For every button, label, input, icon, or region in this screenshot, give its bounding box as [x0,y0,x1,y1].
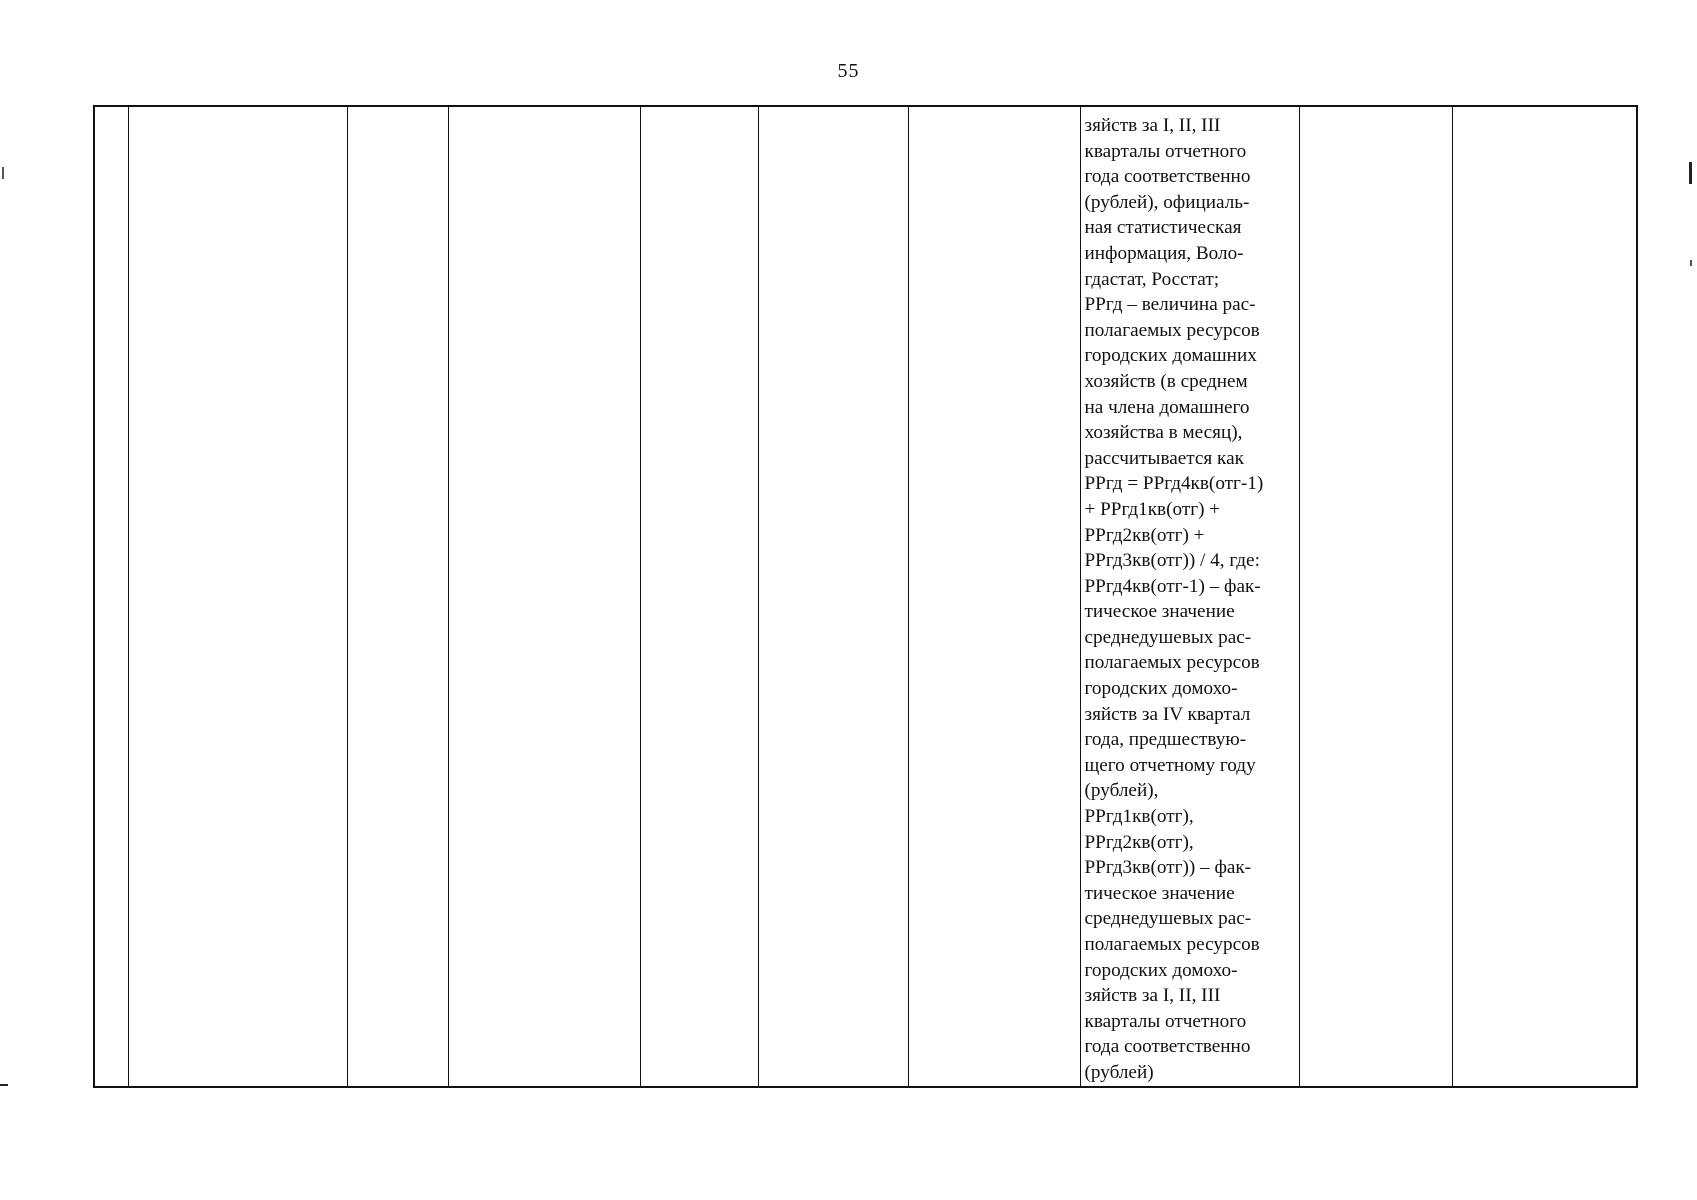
table-cell-col-10 [1452,106,1637,1087]
page-number: 55 [837,60,860,82]
table-row [94,106,1637,1087]
table-cell-col-7 [908,106,1080,1087]
scan-mark-right-small [1690,260,1692,266]
document-table [93,105,1638,1088]
table-cell-col-9 [1299,106,1452,1087]
table-cell-col-3 [347,106,448,1087]
table-cell-description: зяйств за I, II, III кварталы отчетного года соответственно (рублей), официаль- ная статистическая информация, Воло- гдастат, Росстат; РРгд – величина рас- полагаемых ресурсов городских домашних хозяйств (в среднем на члена домашнего хозяйства в месяц), рассчитывается как РРгд = РРгд4кв(отг-1) + РРгд1кв(отг) + РРгд2кв(отг) + РРгд3кв(отг)) / 4, где: РРгд4кв(отг-1) – фак- тическое значение среднедушевых рас- полагаемых ресурсов городских домохо- зяйств за IV квартал года, предшествую- щего отчетному году (рублей), РРгд1кв(отг), РРгд2кв(отг), РРгд3кв(отг)) – фак- тическое значение среднедушевых рас- полагаемых ресурсов городских домохо- зяйств за I, II, III кварталы отчетного года соответственно (рублей) [1080,106,1299,1087]
scan-mark-bottom-left [0,1084,8,1086]
table-cell-col-2 [128,106,347,1087]
table-cell-col-6 [758,106,908,1087]
table-cell-col-4 [448,106,640,1087]
scan-mark-left [2,167,4,179]
table-cell-col-5 [640,106,758,1087]
scan-mark-right [1689,162,1692,184]
table-cell-col-1 [94,106,128,1087]
